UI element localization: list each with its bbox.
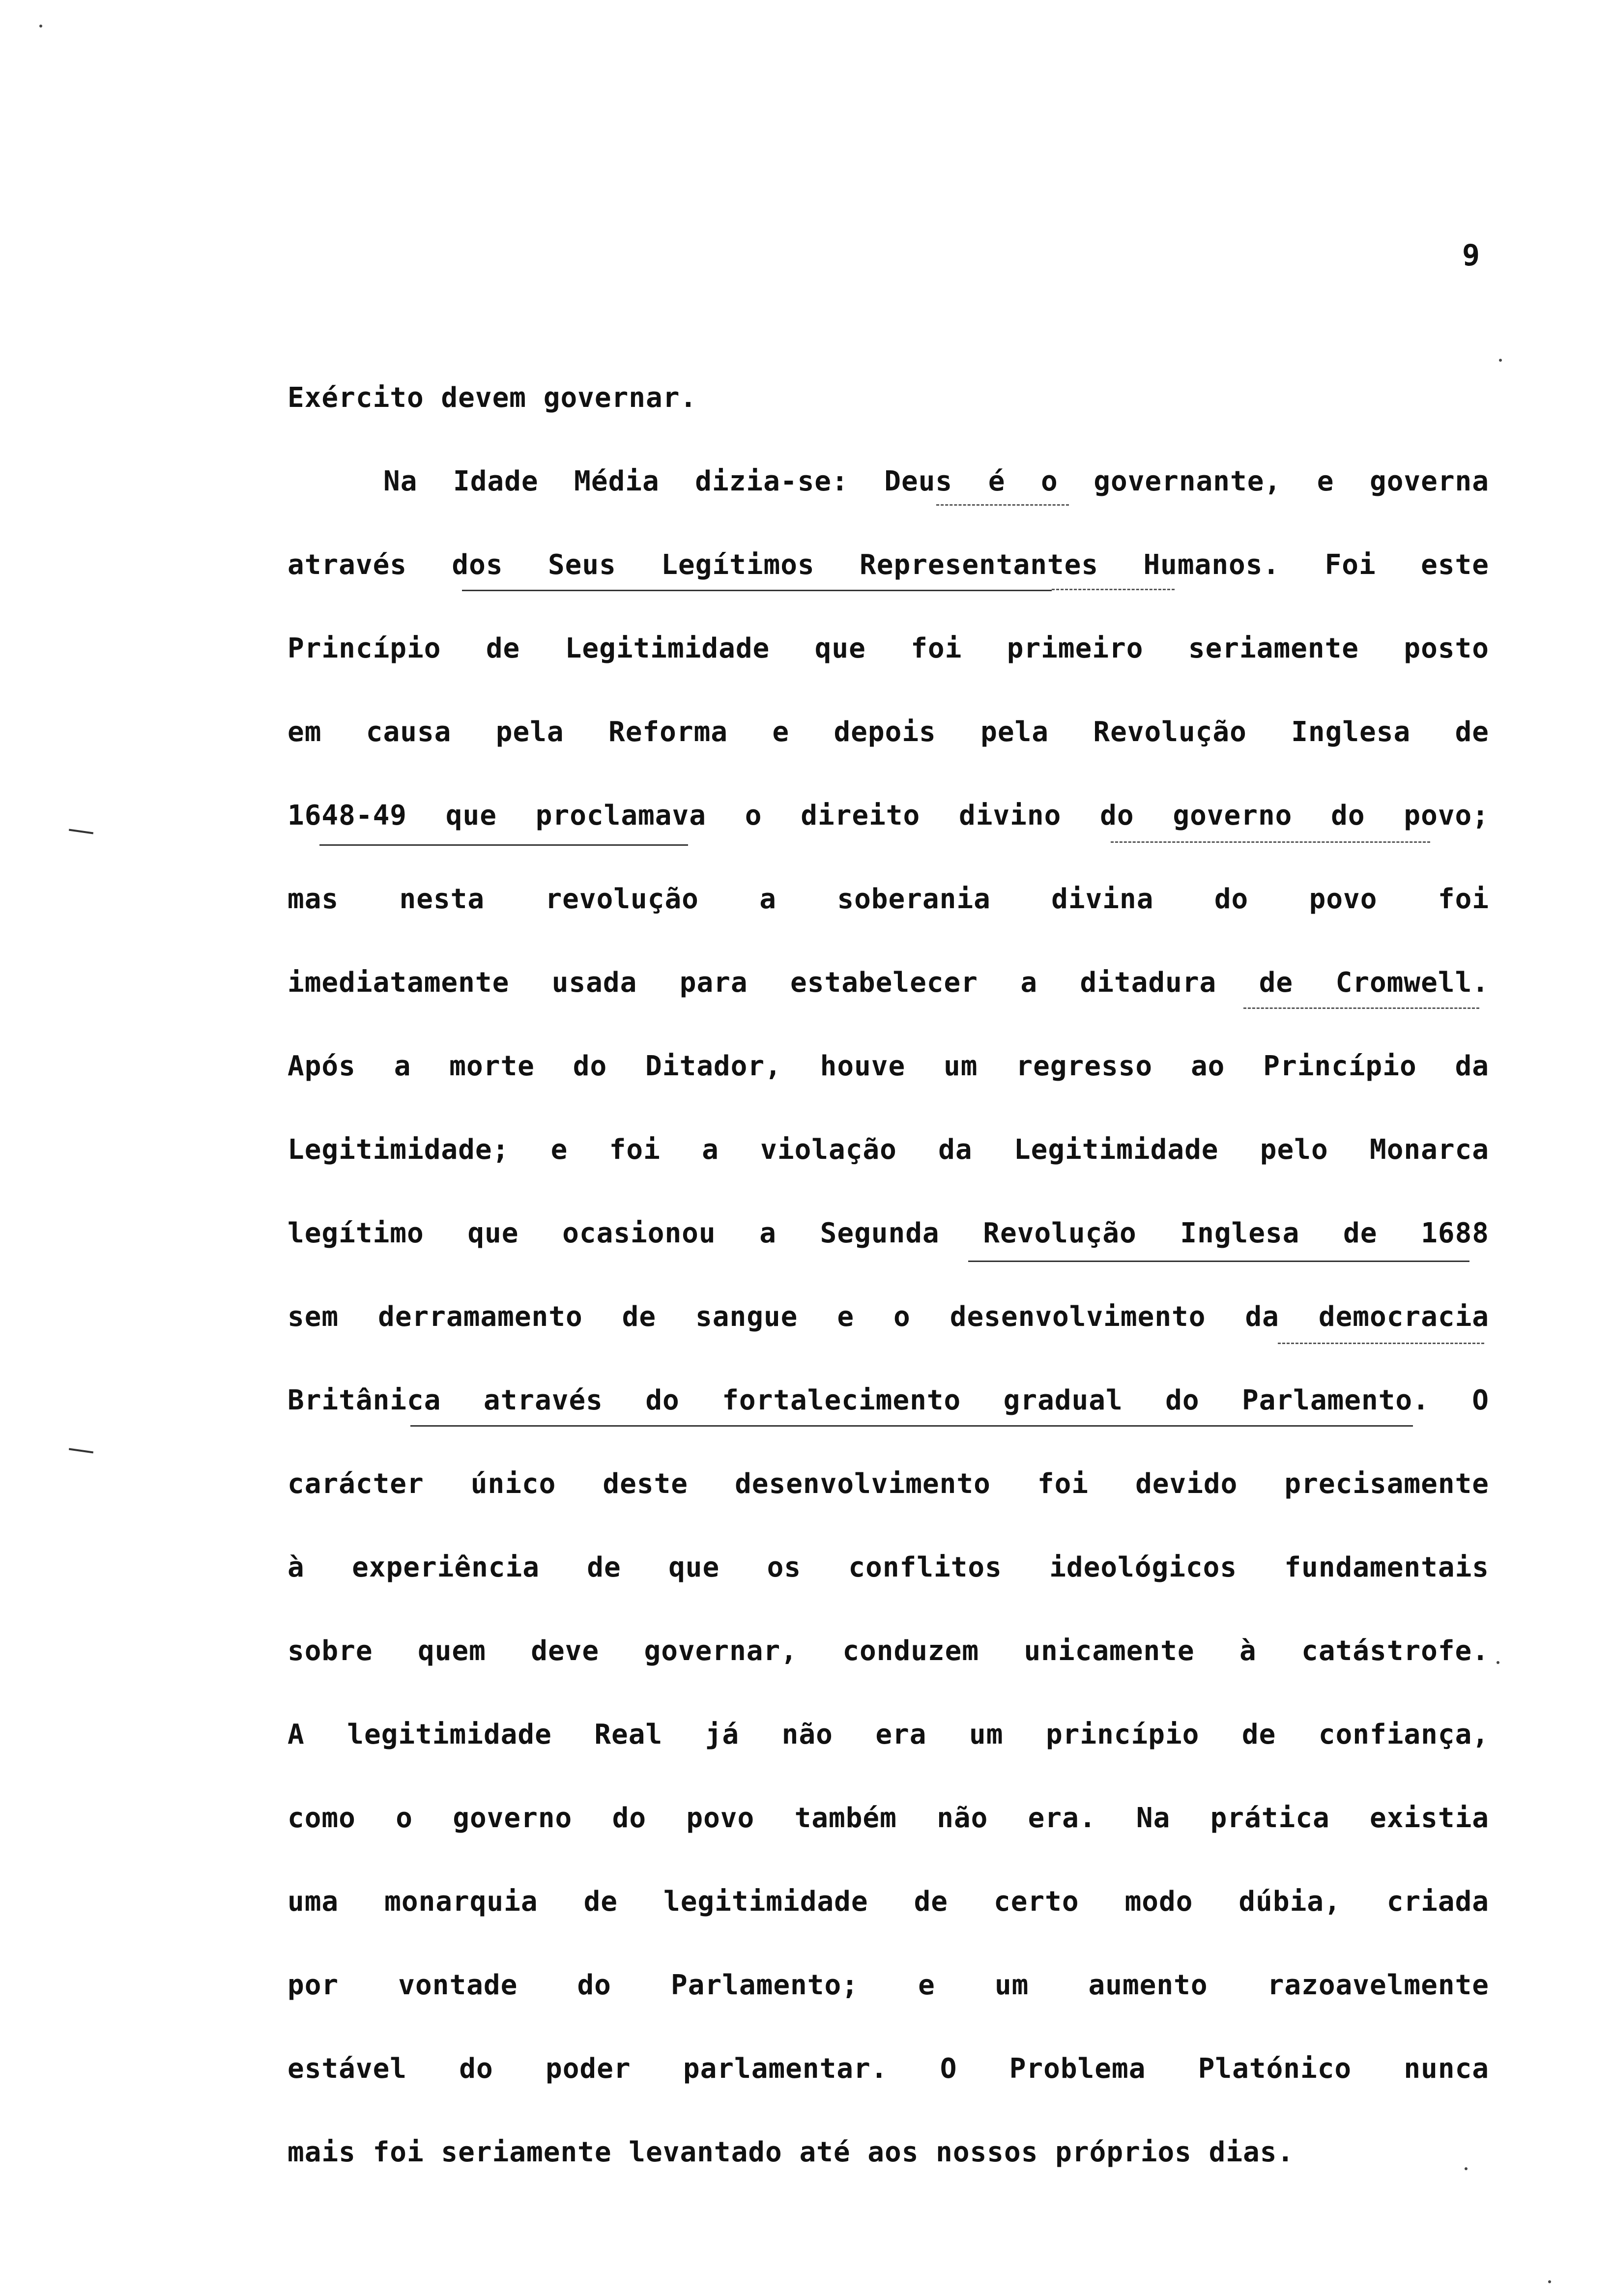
scan-speck: [1548, 2280, 1551, 2283]
scan-speck: [1499, 359, 1502, 362]
handwritten-underline: [462, 590, 1052, 591]
text-line: uma monarquia de legitimidade de certo modo dúbia, criada: [288, 1886, 1489, 1918]
text-line: imediatamente usada para estabelecer a ditadura de Cromwell.: [288, 967, 1489, 999]
text-line: legítimo que ocasionou a Segunda Revolução Inglesa de 1688: [288, 1217, 1489, 1249]
page-number: 9: [1462, 238, 1480, 273]
scan-speck: [39, 25, 42, 28]
handwritten-underline: [1052, 589, 1175, 590]
text-line: Legitimidade; e foi a violação da Legitimidade pelo Monarca: [288, 1134, 1489, 1166]
text-line: como o governo do povo também não era. Na prática existia: [288, 1802, 1489, 1834]
text-line: mais foi seriamente levantado até aos nossos próprios dias.: [288, 2136, 1295, 2168]
handwritten-underline: [319, 844, 688, 846]
text-line: Britânica através do fortalecimento gradual do Parlamento. O: [288, 1384, 1489, 1416]
text-line: à experiência de que os conflitos ideológicos fundamentais: [288, 1551, 1489, 1583]
scan-speck: [1497, 1661, 1499, 1664]
text-line: em causa pela Reforma e depois pela Revolução Inglesa de: [288, 716, 1489, 748]
text-line: através dos Seus Legítimos Representantes Humanos. Foi este: [288, 549, 1489, 581]
handwritten-underline: [936, 504, 1069, 506]
text-line: Na Idade Média dizia-se: Deus é o governante, e governa: [383, 465, 1489, 497]
handwritten-underline: [410, 1425, 1413, 1427]
handwritten-underline: [1243, 1007, 1479, 1009]
scan-speck: [1465, 2167, 1468, 2170]
handwritten-underline: [1278, 1343, 1484, 1344]
text-line: sem derramamento de sangue e o desenvolvimento da democracia: [288, 1301, 1489, 1333]
text-line: sobre quem deve governar, conduzem unicamente à catástrofe.: [288, 1635, 1489, 1667]
handwritten-underline: [1111, 841, 1430, 843]
text-line: Exército devem governar.: [288, 382, 697, 414]
margin-mark: [69, 829, 93, 834]
handwritten-underline: [968, 1261, 1469, 1262]
text-line: estável do poder parlamentar. O Problema Platónico nunca: [288, 2053, 1489, 2085]
margin-mark: [69, 1448, 93, 1454]
text-line: Princípio de Legitimidade que foi primeiro seriamente posto: [288, 632, 1489, 664]
text-line: por vontade do Parlamento; e um aumento razoavelmente: [288, 1969, 1489, 2001]
text-line: 1648-49 que proclamava o direito divino do governo do povo;: [288, 800, 1489, 832]
text-line: Após a morte do Ditador, houve um regresso ao Princípio da: [288, 1050, 1489, 1082]
text-line: mas nesta revolução a soberania divina do povo foi: [288, 883, 1489, 915]
text-line: A legitimidade Real já não era um princípio de confiança,: [288, 1719, 1489, 1751]
text-line: carácter único deste desenvolvimento foi devido precisamente: [288, 1468, 1489, 1500]
